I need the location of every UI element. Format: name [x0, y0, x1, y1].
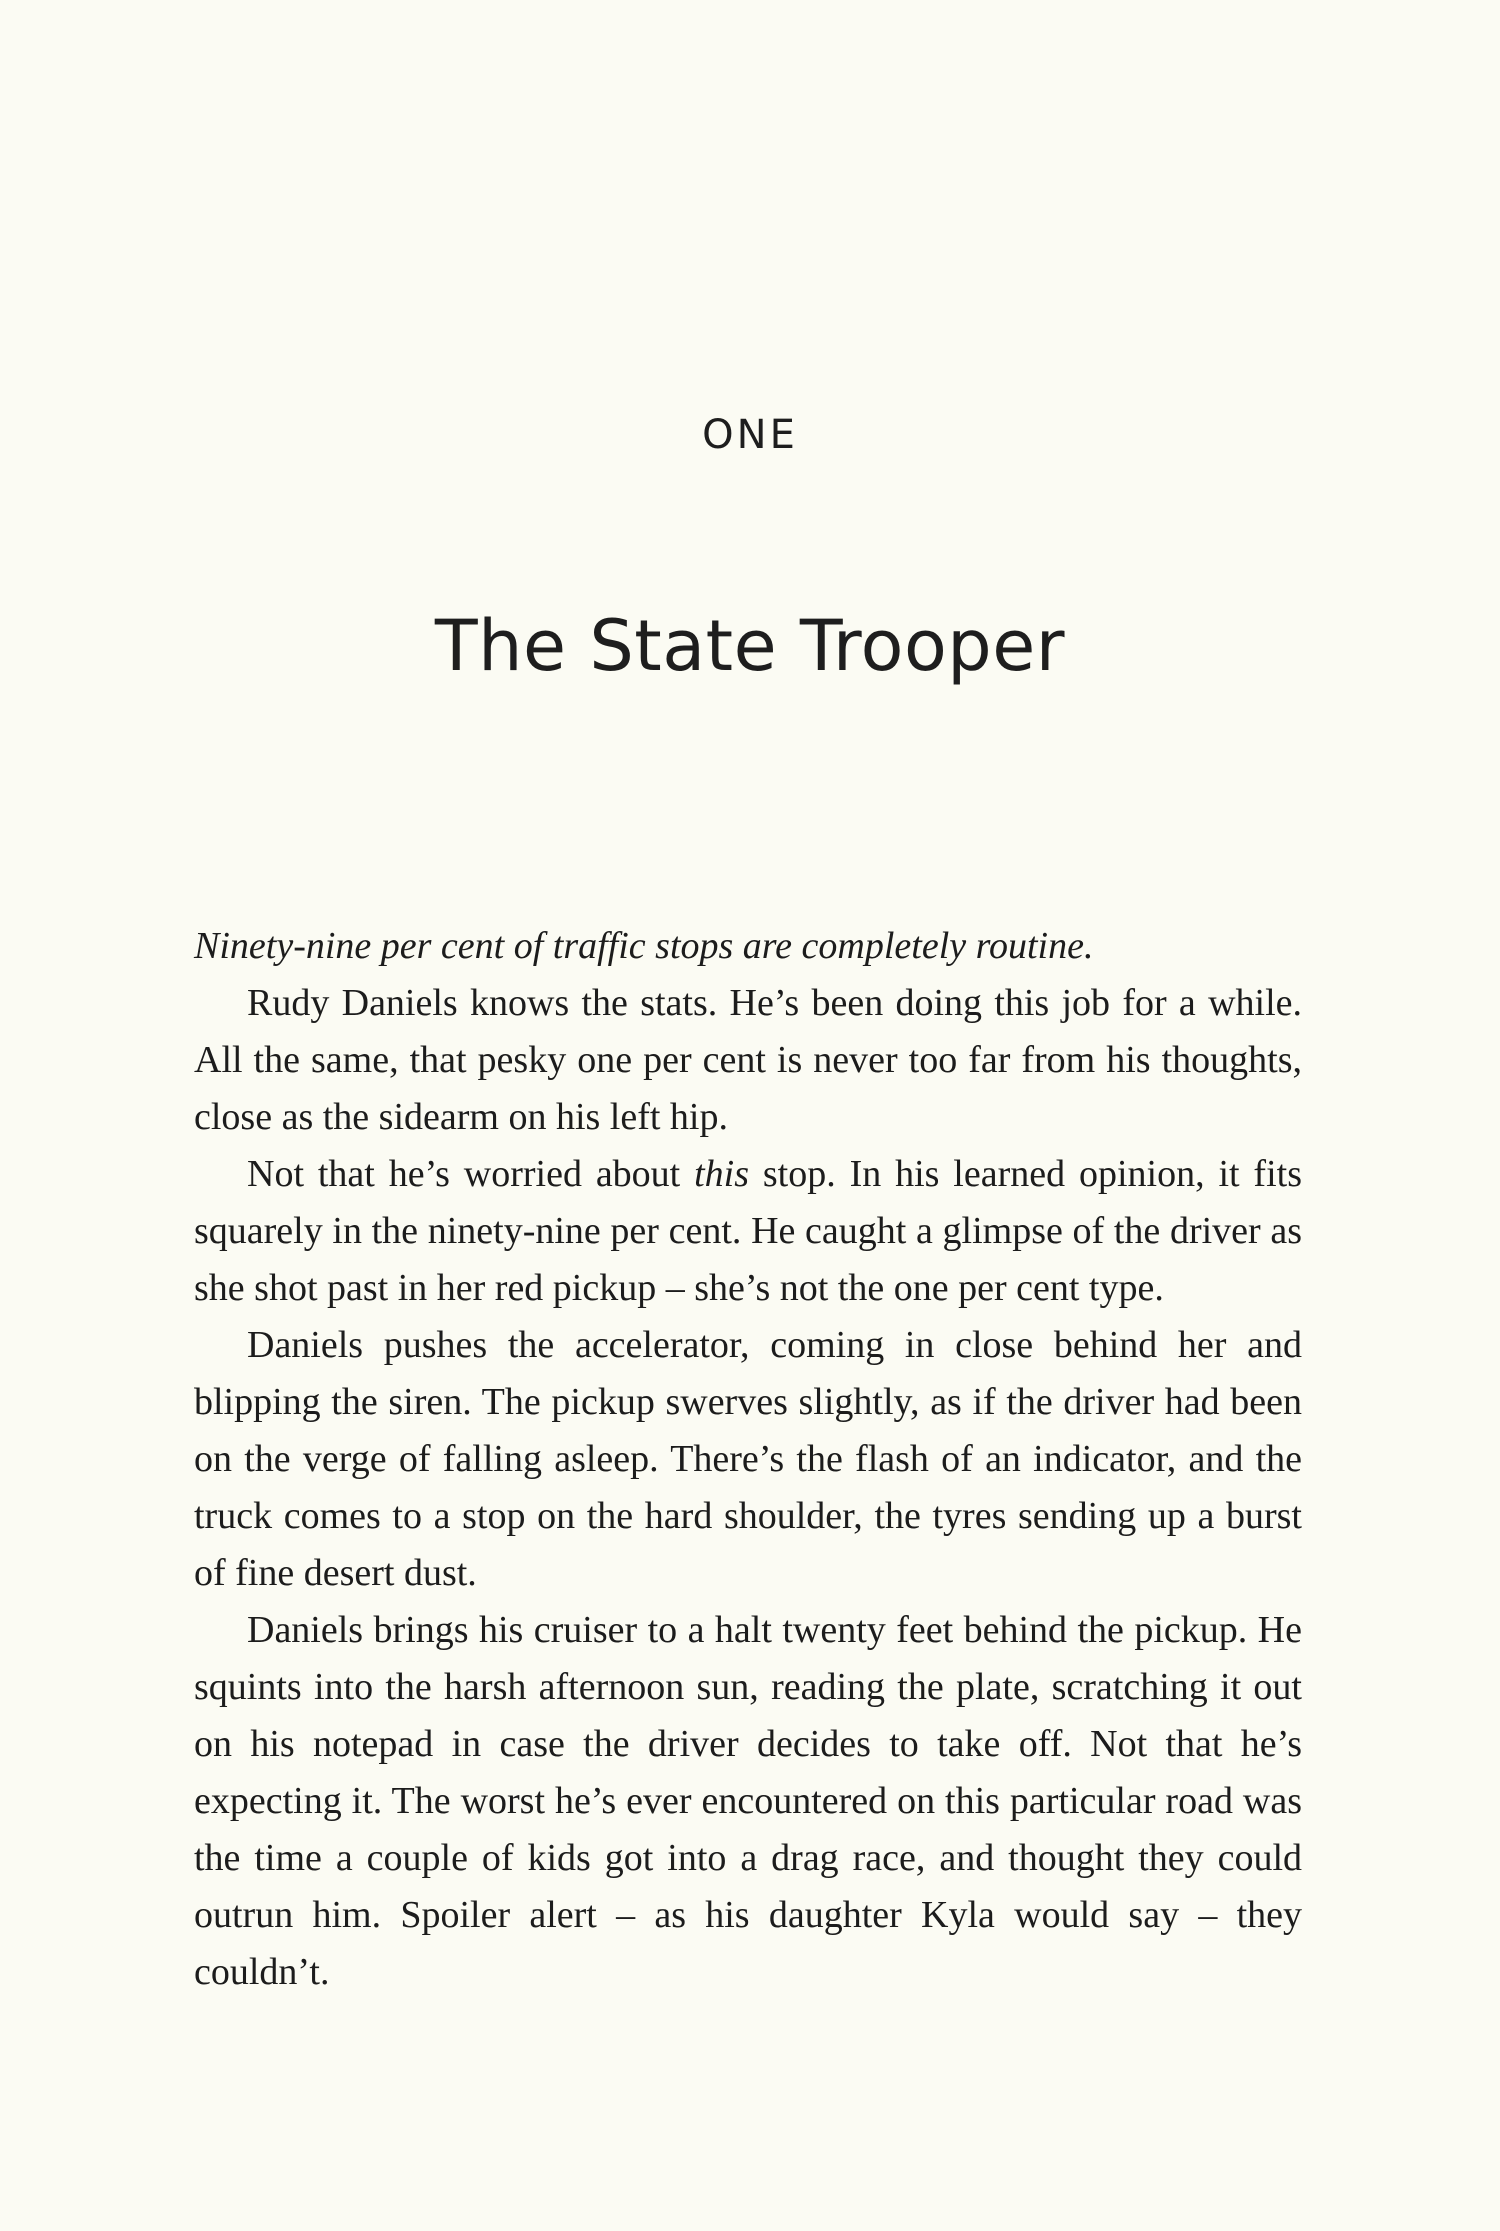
paragraph: [194, 1146, 1302, 1317]
paragraph-text: stop. In his learned opinion, it fits squarely in the ninety-nine per cent. He caught a glimpse of the driver as she shot past in her red pickup – she’s not the one per cent type.: [194, 1153, 1302, 1309]
chapter-number: ONE: [702, 412, 798, 458]
paragraph: Daniels brings his cruiser to a halt twenty feet behind the pickup. He squints into the harsh afternoon sun, reading the plate, scratching it out on his notepad in case the driver decides to take off. Not that he’s expecting it. The worst he’s ever encountered on this particular road was the time a couple of kids got into a drag race, and thought they could outrun him. Spoiler alert – as his daughter Kyla would say – they couldn’t.: [194, 1609, 1302, 1993]
paragraph-text: Not that he’s worried about: [247, 1153, 695, 1195]
paragraph: Daniels pushes the accelerator, coming in close behind her and blipping the siren. The pickup swerves slightly, as if the driver had been on the verge of falling asleep. There’s the flash of an indicator, and the truck comes to a stop on the hard shoulder, the tyres sending up a burst of fine desert dust.: [194, 1324, 1302, 1594]
opening-line: Ninety-nine per cent of traffic stops are completely routine.: [194, 925, 1094, 967]
chapter-title: The State Trooper: [434, 605, 1066, 687]
paragraph: Rudy Daniels knows the stats. He’s been doing this job for a while. All the same, that pesky one per cent is never too far from his thoughts, close as the sidearm on his left hip.: [194, 982, 1302, 1138]
chapter-body: [194, 918, 1302, 2001]
emphasized-word: this: [694, 1153, 750, 1195]
